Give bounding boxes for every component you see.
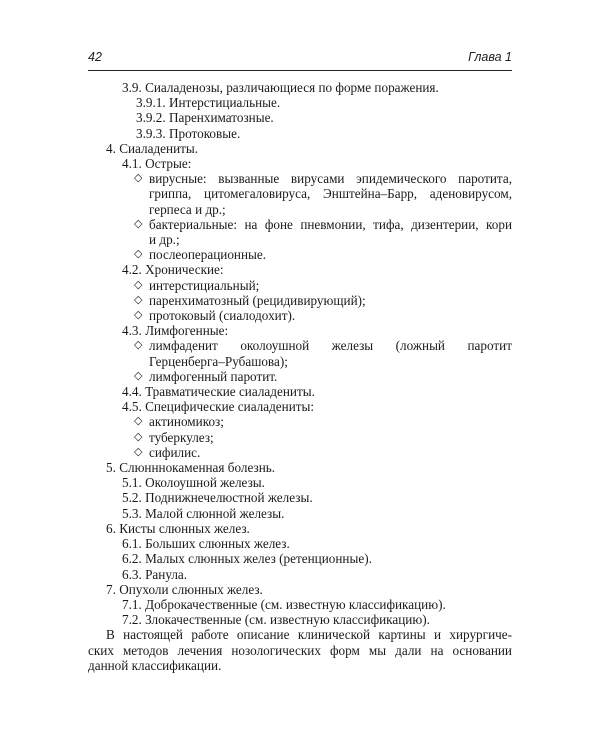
list-heading: 4. Сиаладениты. — [106, 140, 199, 156]
list-item: 4.2. Хронические: — [122, 262, 224, 278]
page-body — [88, 80, 512, 673]
list-item: 5.3. Малой слюнной железы. — [122, 505, 285, 521]
paragraph-line: В настоящей работе описание клинической картины и хирургиче- — [106, 627, 512, 643]
list-item: 3.9. Сиаладенозы, различающиеся по форме поражения. — [122, 80, 439, 95]
list-item: 4.5. Специфические сиаладениты: — [122, 399, 315, 415]
list-item: 6.1. Больших слюнных желез. — [122, 536, 290, 552]
list-item: 4.3. Лимфогенные: — [122, 323, 229, 339]
bullet-text: послеоперационные. — [149, 247, 267, 263]
bullet-item — [134, 171, 512, 217]
bullet-text: герпеса и др.; — [149, 201, 226, 217]
bullet-text: лимфаденит околоушной железы (ложный паротит — [149, 338, 512, 354]
bullet-item — [134, 247, 512, 262]
diamond-bullet-icon: ◇ — [134, 217, 143, 230]
diamond-bullet-icon: ◇ — [134, 339, 143, 352]
diamond-bullet-icon: ◇ — [134, 278, 143, 291]
list-heading: 7. Опухоли слюнных желез. — [106, 581, 263, 597]
bullet-text: протоковый (сиалодохит). — [149, 308, 296, 324]
bullet-text: Герценберга–Рубашова); — [149, 353, 288, 369]
list-heading: 6. Кисты слюнных желез. — [106, 520, 250, 536]
list-item: 3.9.1. Интерстициальные. — [136, 95, 281, 111]
list-item: 7.1. Доброкачественные (см. известную классификацию). — [122, 596, 446, 612]
list-item: 6.3. Ранула. — [122, 566, 188, 582]
list-item: 3.9.3. Протоковые. — [136, 125, 241, 141]
bullet-text: вирусные: вызванные вирусами эпидемического паротита, — [149, 171, 512, 187]
bullet-item — [134, 217, 512, 247]
bullet-text: сифилис. — [149, 444, 201, 460]
diamond-bullet-icon: ◇ — [134, 293, 143, 306]
chapter-title: Глава 1 — [468, 50, 512, 64]
bullet-text: гриппа, цитомегаловируса, Энштейна–Барр, аденовирусом, — [149, 186, 512, 202]
list-item: 7.2. Злокачественные (см. известную классификацию). — [122, 612, 430, 628]
bullet-text: интерстициальный; — [149, 277, 260, 293]
header-rule — [88, 70, 512, 71]
diamond-bullet-icon: ◇ — [134, 309, 143, 322]
list-item: 5.1. Околоушной железы. — [122, 475, 265, 491]
list-heading: 5. Слюнннокаменная болезнь. — [106, 460, 276, 476]
diamond-bullet-icon: ◇ — [134, 445, 143, 458]
list-item: 6.2. Малых слюнных желез (ретенционные). — [122, 551, 372, 567]
bullet-item — [134, 369, 512, 384]
diamond-bullet-icon: ◇ — [134, 248, 143, 261]
diamond-bullet-icon: ◇ — [134, 430, 143, 443]
diamond-bullet-icon: ◇ — [134, 415, 143, 428]
list-item: 3.9.2. Паренхиматозные. — [136, 110, 274, 126]
list-item: 4.1. Острые: — [122, 156, 192, 172]
paragraph-line: ских методов лечения нозологических форм мы дали на основании — [88, 642, 512, 658]
list-item: 5.2. Поднижнечелюстной железы. — [122, 490, 313, 506]
diamond-bullet-icon: ◇ — [134, 369, 143, 382]
bullet-item — [134, 278, 512, 293]
paragraph-line: данной классификации. — [88, 657, 222, 673]
bullet-item — [134, 293, 512, 308]
bullet-text: и др.; — [149, 232, 180, 248]
running-header — [88, 50, 512, 64]
bullet-item — [134, 308, 512, 323]
bullet-text: паренхиматозный (рецидивирующий); — [149, 292, 366, 308]
bullet-item — [134, 414, 512, 429]
bullet-text: бактериальные: на фоне пневмонии, тифа, дизентерии, кори — [149, 216, 512, 232]
bullet-item — [134, 445, 512, 460]
page-number: 42 — [88, 50, 102, 64]
bullet-item — [134, 430, 512, 445]
bullet-text: туберкулез; — [149, 429, 214, 445]
bullet-item — [134, 338, 512, 368]
list-item: 4.4. Травматические сиаладениты. — [122, 384, 315, 400]
bullet-text: актиномикоз; — [149, 414, 224, 430]
diamond-bullet-icon: ◇ — [134, 172, 143, 185]
bullet-text: лимфогенный паротит. — [149, 368, 278, 384]
